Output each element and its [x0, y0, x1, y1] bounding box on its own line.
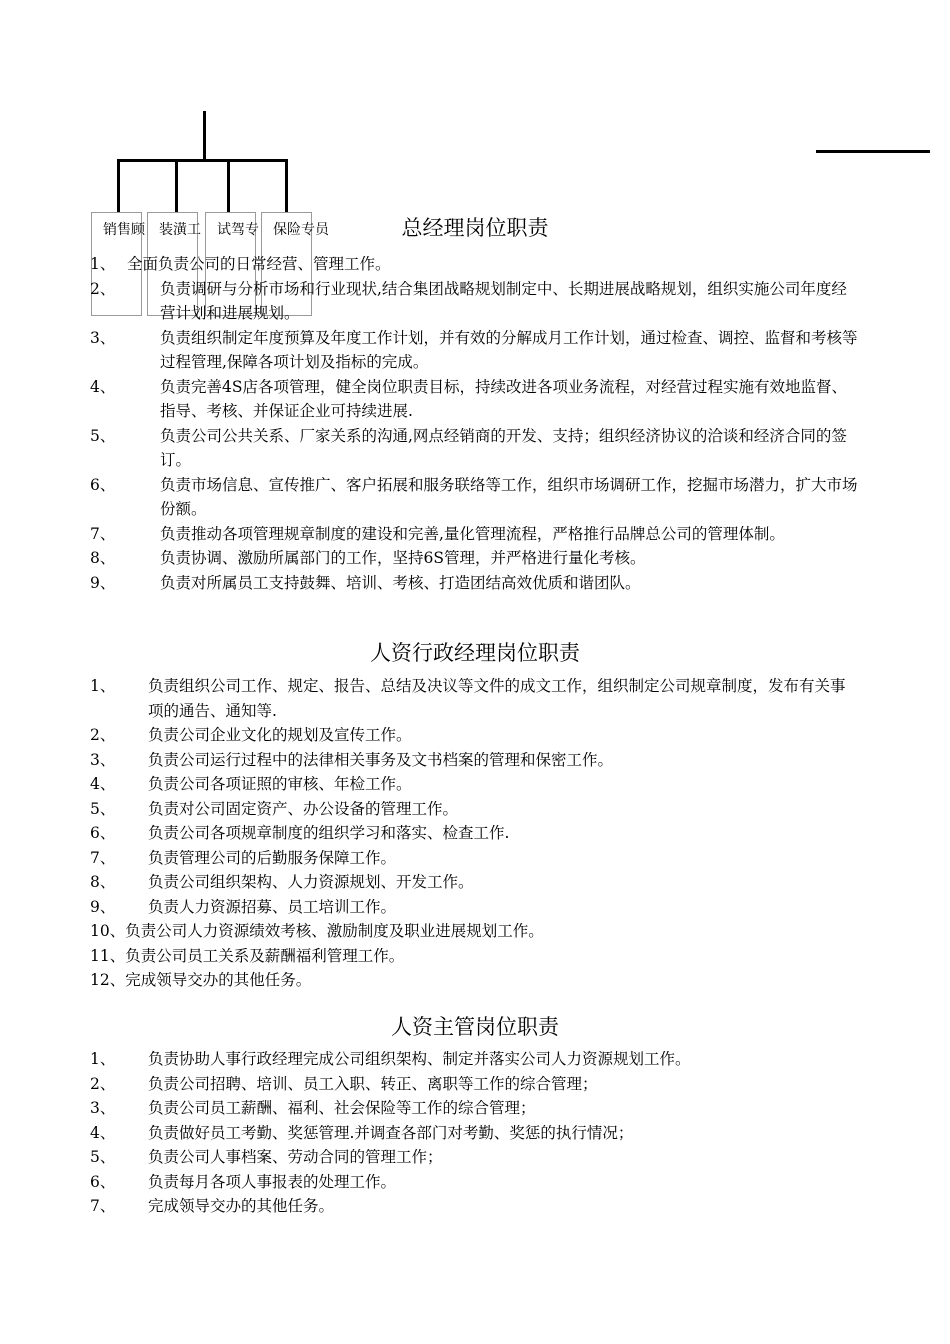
org-box-label: 试驾专: [217, 222, 259, 238]
item-text: 负责协调、激励所属部门的工作，坚持6S管理，并严格进行量化考核。: [160, 549, 646, 567]
item-text: 负责协助人事行政经理完成公司组织架构、制定并落实公司人力资源规划工作。: [148, 1050, 691, 1068]
list-item: [90, 1096, 860, 1121]
item-number: 4、: [90, 775, 116, 793]
section-title-hr-admin-manager: 人资行政经理岗位职责: [370, 641, 580, 665]
org-chart-crossbar: [117, 159, 288, 162]
item-number: 6、: [90, 475, 116, 494]
item-number: 7、: [90, 1197, 116, 1215]
list-item: [90, 424, 860, 473]
item-number: 4、: [90, 1123, 116, 1142]
item-number: 6、: [90, 824, 116, 842]
org-box-label: 装潢工: [159, 222, 201, 238]
list-item: [90, 326, 860, 375]
item-number: 9、: [90, 573, 116, 592]
item-number: 2、: [90, 726, 116, 744]
item-number: 6、: [90, 1172, 116, 1191]
org-chart-branch: [175, 159, 178, 213]
item-text: 负责每月各项人事报表的处理工作。: [148, 1172, 397, 1191]
item-number: 7、: [90, 848, 116, 867]
item-number: 8、: [90, 549, 116, 567]
item-text: 全面负责公司的日常经营、管理工作。: [127, 255, 391, 273]
item-text: 负责公司员工关系及薪酬福利管理工作。: [125, 946, 405, 965]
item-text: 负责公司公共关系、厂家关系的沟通,网点经销商的开发、支持；组织经济协议的洽谈和经济合同的签订。: [160, 426, 847, 469]
item-number: 7、: [90, 524, 116, 543]
list-item: [90, 1072, 860, 1097]
item-text: 负责完善4S店各项管理，健全岗位职责目标，持续改进各项业务流程，对经营过程实施有效地监督、指导、考核、并保证企业可持续进展.: [160, 377, 847, 420]
item-number: 1、: [90, 677, 116, 695]
list-item: [90, 277, 860, 326]
item-text: 负责公司人事档案、劳动合同的管理工作；: [148, 1148, 443, 1166]
list-item: [90, 1194, 860, 1219]
duty-list-hr-admin-manager: [90, 674, 860, 993]
list-item: [90, 252, 860, 277]
item-text: 负责做好员工考勤、奖惩管理.并调查各部门对考勤、奖惩的执行情况；: [148, 1123, 634, 1142]
item-text: 完成领导交办的其他任务。: [148, 1197, 335, 1215]
item-text: 负责公司企业文化的规划及宣传工作。: [148, 726, 412, 744]
item-text: 负责人力资源招募、员工培训工作。: [148, 897, 397, 916]
item-text: 负责市场信息、宣传推广、客户拓展和服务联络等工作，组织市场调研工作，挖掘市场潜力，扩大市场份额。: [160, 475, 858, 518]
org-chart-branch: [117, 159, 120, 213]
list-item: [90, 797, 860, 822]
org-box-label: 保险专员: [273, 222, 329, 238]
item-number: 9、: [90, 897, 116, 916]
org-box-label: 销售顾: [103, 222, 145, 238]
item-number: 12、: [90, 971, 126, 989]
org-chart-trunk: [203, 111, 206, 161]
item-number: 5、: [90, 1148, 116, 1166]
list-item: [90, 1170, 860, 1195]
duty-list-general-manager: [90, 252, 860, 595]
item-text: 负责公司员工薪酬、福利、社会保险等工作的综合管理；: [148, 1099, 536, 1117]
item-number: 2、: [90, 279, 116, 298]
item-text: 负责公司运行过程中的法律相关事务及文书档案的管理和保密工作。: [148, 750, 614, 769]
list-item: [90, 571, 860, 596]
item-text: 负责公司各项证照的审核、年检工作。: [148, 775, 412, 793]
item-number: 3、: [90, 750, 116, 769]
list-item: [90, 772, 860, 797]
section-title-general-manager: 总经理岗位职责: [401, 216, 549, 240]
list-item: [90, 522, 860, 547]
item-number: 10、: [90, 922, 126, 940]
item-number: 1、: [90, 255, 116, 273]
list-item: [90, 674, 860, 723]
item-number: 8、: [90, 873, 116, 891]
item-number: 2、: [90, 1074, 116, 1093]
list-item: [90, 375, 860, 424]
item-number: 4、: [90, 377, 116, 396]
item-text: 负责管理公司的后勤服务保障工作。: [148, 848, 397, 867]
duty-list-hr-supervisor: [90, 1047, 860, 1219]
list-item: [90, 723, 860, 748]
list-item: [90, 968, 860, 993]
list-item: [90, 1121, 860, 1146]
item-text: 负责推动各项管理规章制度的建设和完善,量化管理流程，严格推行品牌总公司的管理体制。: [160, 524, 785, 543]
section-title-hr-supervisor: 人资主管岗位职责: [391, 1015, 559, 1039]
item-text: 负责调研与分析市场和行业现状,结合集团战略规划制定中、长期进展战略规划，组织实施公司年度经营计划和进展规划。: [160, 279, 847, 322]
item-text: 负责公司人力资源绩效考核、激励制度及职业进展规划工作。: [125, 922, 544, 940]
item-number: 3、: [90, 328, 116, 347]
top-right-rule: [816, 150, 930, 153]
item-text: 负责组织公司工作、规定、报告、总结及决议等文件的成文工作，组织制定公司规章制度，发布有关事项的通告、通知等.: [148, 677, 846, 720]
item-text: 负责对公司固定资产、办公设备的管理工作。: [148, 799, 459, 818]
item-number: 3、: [90, 1099, 116, 1117]
item-text: 负责公司各项规章制度的组织学习和落实、检查工作.: [148, 824, 510, 842]
item-text: 完成领导交办的其他任务。: [125, 971, 312, 989]
list-item: [90, 473, 860, 522]
item-text: 负责组织制定年度预算及年度工作计划，并有效的分解成月工作计划，通过检查、调控、监督和考核等过程管理,保障各项计划及指标的完成。: [160, 328, 858, 371]
list-item: [90, 919, 860, 944]
list-item: [90, 546, 860, 571]
list-item: [90, 748, 860, 773]
item-text: 负责公司组织架构、人力资源规划、开发工作。: [148, 873, 474, 891]
item-number: 5、: [90, 799, 116, 818]
list-item: [90, 870, 860, 895]
item-text: 负责对所属员工支持鼓舞、培训、考核、打造团结高效优质和谐团队。: [160, 573, 641, 592]
item-text: 负责公司招聘、培训、员工入职、转正、离职等工作的综合管理；: [148, 1074, 598, 1093]
list-item: [90, 821, 860, 846]
list-item: [90, 846, 860, 871]
org-chart-branch: [285, 159, 288, 213]
list-item: [90, 895, 860, 920]
item-number: 5、: [90, 426, 116, 445]
list-item: [90, 1145, 860, 1170]
list-item: [90, 944, 860, 969]
item-number: 1、: [90, 1050, 116, 1068]
item-number: 11、: [90, 946, 126, 965]
org-chart-branch: [227, 159, 230, 213]
list-item: [90, 1047, 860, 1072]
